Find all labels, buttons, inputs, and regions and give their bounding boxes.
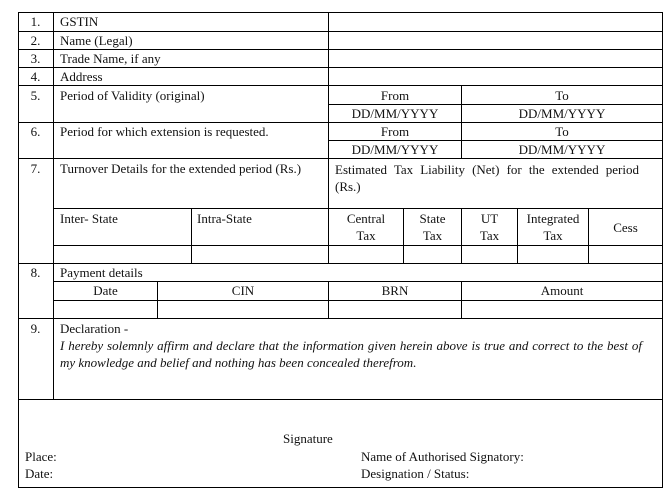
legal-name-label: Name (Legal): [60, 33, 133, 48]
address-value-cell[interactable]: [329, 68, 662, 85]
designation-status-label: Designation / Status:: [361, 466, 470, 481]
validity-to-date[interactable]: DD/MM/YYYY: [518, 106, 606, 121]
intra-state-value-cell[interactable]: [192, 246, 328, 263]
extension-period-label: Period for which extension is requested.: [60, 124, 269, 139]
central-tax-value-cell[interactable]: [329, 246, 403, 263]
gstin-label: GSTIN: [60, 14, 99, 29]
payment-details-label: Payment details: [60, 265, 143, 280]
rule-8-9: [18, 318, 663, 319]
ut-tax-header-line2: Tax: [479, 228, 500, 243]
authorised-signatory-label: Name of Authorised Signatory:: [361, 449, 524, 464]
row-3-number: 3.: [30, 51, 41, 66]
cess-header: Cess: [613, 220, 638, 235]
turnover-label: Turnover Details for the extended period (Rs.): [60, 161, 302, 176]
row-5-number: 5.: [30, 88, 41, 103]
cess-value-cell[interactable]: [589, 246, 662, 263]
validity-from-label: From: [380, 88, 410, 103]
place-label: Place:: [25, 449, 57, 464]
validity-label: Period of Validity (original): [60, 88, 205, 103]
rule-7-head: [53, 208, 663, 209]
validity-to-label: To: [555, 88, 569, 103]
address-label: Address: [60, 69, 103, 84]
rule-9-footer: [18, 399, 663, 400]
central-tax-header-line1: Central: [346, 211, 386, 226]
payment-amount-header: Amount: [540, 283, 584, 298]
inter-state-header: Inter- State: [60, 211, 118, 226]
central-tax-header-line2: Tax: [356, 228, 376, 243]
integrated-tax-header-line2: Tax: [543, 228, 563, 243]
declaration-text: I hereby solemnly affirm and declare that the information given herein above is true and correct to the best of my knowledge and belief and nothing has been concealed therefrom.: [60, 338, 642, 370]
payment-date-header: Date: [93, 283, 118, 298]
ut-tax-header-line1: UT: [480, 211, 499, 226]
state-tax-header-line1: State: [419, 211, 446, 226]
payment-amount-value-cell[interactable]: [462, 301, 662, 318]
extension-from-date[interactable]: DD/MM/YYYY: [351, 142, 439, 157]
payment-cin-header: CIN: [231, 283, 255, 298]
declaration-label: Declaration -: [60, 321, 129, 336]
rule-7-8: [18, 263, 663, 264]
row-2-number: 2.: [30, 33, 41, 48]
rule-6-7: [18, 158, 663, 159]
ut-tax-value-cell[interactable]: [462, 246, 517, 263]
rule-6-mid: [328, 140, 663, 141]
payment-brn-value-cell[interactable]: [329, 301, 461, 318]
border-bottom: [18, 487, 663, 488]
payment-date-value-cell[interactable]: [54, 301, 157, 318]
trade-name-value-cell[interactable]: [329, 50, 662, 67]
row-6-number: 6.: [30, 124, 41, 139]
signature-label: Signature: [283, 431, 333, 446]
row-4-number: 4.: [30, 69, 41, 84]
gstin-value-cell[interactable]: [329, 13, 662, 31]
state-tax-header-line2: Tax: [422, 228, 443, 243]
rule-5-6: [18, 122, 663, 123]
row-7-number: 7.: [30, 161, 41, 176]
legal-name-value-cell[interactable]: [329, 32, 662, 49]
payment-brn-header: BRN: [381, 283, 409, 298]
rule-8-head: [53, 281, 663, 282]
extension-from-label: From: [380, 124, 410, 139]
extension-to-date[interactable]: DD/MM/YYYY: [518, 142, 606, 157]
state-tax-value-cell[interactable]: [404, 246, 461, 263]
payment-cin-value-cell[interactable]: [158, 301, 328, 318]
border-right: [662, 12, 663, 488]
integrated-tax-value-cell[interactable]: [518, 246, 588, 263]
row-1-number: 1.: [30, 14, 41, 29]
date-label: Date:: [25, 466, 54, 481]
inter-state-value-cell[interactable]: [54, 246, 191, 263]
rule-5-mid: [328, 104, 663, 105]
validity-from-date[interactable]: DD/MM/YYYY: [351, 106, 439, 121]
row-8-number: 8.: [30, 265, 41, 280]
tax-liability-label: Estimated Tax Liability (Net) for the extended period (Rs.): [335, 162, 639, 194]
intra-state-header: Intra-State: [197, 211, 252, 226]
num-column-rule: [53, 12, 54, 399]
extension-to-label: To: [555, 124, 569, 139]
row-9-number: 9.: [30, 321, 41, 336]
trade-name-label: Trade Name, if any: [60, 51, 161, 66]
integrated-tax-header-line1: Integrated: [526, 211, 580, 226]
rule-4-5: [18, 85, 663, 86]
